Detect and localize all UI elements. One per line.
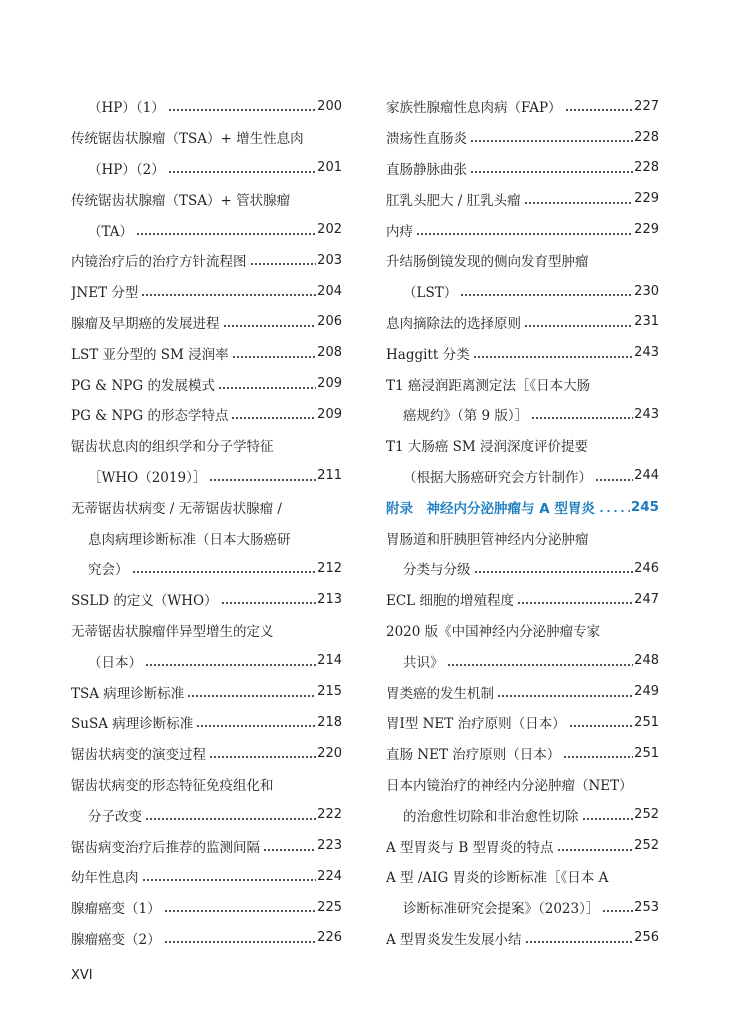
- toc-page-number: 225: [317, 899, 342, 915]
- toc-leader-dots: [168, 165, 316, 178]
- toc-leader-dots: [263, 843, 316, 856]
- toc-entry[interactable]: [71, 276, 342, 307]
- toc-page-number: 227: [634, 98, 659, 114]
- toc-page-number: 211: [317, 468, 342, 484]
- toc-entry[interactable]: [71, 214, 342, 245]
- toc-section-heading[interactable]: [386, 491, 659, 522]
- toc-leader-dots: [164, 905, 317, 918]
- toc-entry-title: 的治愈性切除和非治愈性切除: [403, 808, 579, 825]
- toc-entry-title: A 型胃炎发生发展小结: [386, 931, 522, 948]
- toc-entry[interactable]: [386, 861, 659, 892]
- toc-entry[interactable]: [71, 491, 342, 522]
- toc-entry[interactable]: [386, 430, 659, 461]
- toc-leader-dots: [525, 935, 634, 948]
- toc-entry[interactable]: [71, 91, 342, 122]
- toc-page-number: 246: [634, 560, 659, 576]
- toc-leader-dots: [524, 319, 633, 332]
- toc-entry[interactable]: [71, 183, 342, 214]
- toc-page-number: 228: [634, 129, 659, 145]
- toc-entry[interactable]: [71, 676, 342, 707]
- toc-leader-dots: [223, 319, 317, 332]
- toc-entry-title: 究会）: [88, 562, 129, 579]
- toc-entry[interactable]: [386, 769, 659, 800]
- toc-entry-title: 家族性腺瘤性息肉病（FAP）: [386, 100, 562, 117]
- toc-leader-dots: [557, 843, 634, 856]
- toc-entry-title: 2020 版《中国神经内分泌肿瘤专家: [386, 623, 601, 640]
- toc-leader-dots: [598, 504, 630, 517]
- toc-entry-title: 日本内镜治疗的神经内分泌肿瘤（NET）: [386, 777, 633, 794]
- toc-entry-title: 分类与分级: [403, 562, 471, 579]
- toc-page-number: 243: [634, 345, 659, 361]
- toc-leader-dots: [231, 412, 316, 425]
- toc-entry-title: 分子改变: [88, 808, 142, 825]
- toc-page-number: 256: [634, 930, 659, 946]
- toc-page-number: 203: [317, 252, 342, 268]
- toc-leader-dots: [565, 104, 634, 117]
- toc-leader-dots: [595, 473, 633, 486]
- toc-entry-title: 胃Ⅰ型 NET 治疗原则（日本）: [386, 716, 566, 733]
- toc-entry-title: 诊断标准研究会提案》（2023）］: [403, 901, 600, 918]
- toc-entry-title: 锯齿病变治疗后推荐的监测间隔: [71, 839, 260, 856]
- toc-page-number: 214: [317, 653, 342, 669]
- toc-page-number: 251: [634, 745, 659, 761]
- toc-entry[interactable]: [386, 707, 659, 738]
- toc-leader-dots: [497, 689, 633, 702]
- toc-entry[interactable]: [71, 553, 342, 584]
- toc-leader-dots: [447, 658, 634, 671]
- toc-page-number: 245: [630, 498, 659, 515]
- toc-entry[interactable]: [71, 707, 342, 738]
- toc-entry[interactable]: [71, 584, 342, 615]
- toc-entry[interactable]: [386, 183, 659, 214]
- toc-leader-dots: [531, 412, 633, 425]
- toc-entry-title: 共识》: [403, 654, 444, 671]
- toc-entry-title: 肛乳头肥大 / 肛乳头瘤: [386, 192, 521, 209]
- toc-leader-dots: [209, 473, 316, 486]
- toc-entry-title: T1 大肠癌 SM 浸润深度评价提要: [386, 439, 589, 456]
- toc-entry[interactable]: [71, 892, 342, 923]
- toc-page-number: 252: [634, 838, 659, 854]
- toc-leader-dots: [221, 597, 317, 610]
- toc-entry[interactable]: [71, 615, 342, 646]
- toc-entry-title: A 型胃炎与 B 型胃炎的特点: [386, 839, 554, 856]
- toc-page-number: 248: [634, 653, 659, 669]
- toc-entry[interactable]: [386, 584, 659, 615]
- toc-page-number: 206: [317, 314, 342, 330]
- toc-entry[interactable]: [386, 676, 659, 707]
- toc-entry[interactable]: [386, 830, 659, 861]
- toc-entry[interactable]: [386, 892, 659, 923]
- toc-right-column: [386, 91, 659, 953]
- toc-entry[interactable]: [386, 276, 659, 307]
- toc-entry-title: PG & NPG 的发展模式: [71, 377, 215, 394]
- toc-entry-title: T1 癌浸润距离测定法［《日本大肠: [386, 377, 591, 394]
- toc-page-number: 229: [634, 222, 659, 238]
- toc-page-number: 212: [317, 560, 342, 576]
- toc-leader-dots: [470, 165, 633, 178]
- toc-leader-dots: [168, 104, 316, 117]
- toc-entry[interactable]: [71, 153, 342, 184]
- toc-entry[interactable]: [386, 738, 659, 769]
- toc-entry[interactable]: [386, 245, 659, 276]
- toc-entry[interactable]: [386, 214, 659, 245]
- toc-entry-title: 直肠 NET 治疗原则（日本）: [386, 747, 561, 764]
- toc-entry-title: 腺瘤癌变（2）: [71, 931, 161, 948]
- toc-page-number: 244: [634, 468, 659, 484]
- toc-leader-dots: [141, 289, 316, 302]
- toc-page-number: 226: [317, 930, 342, 946]
- toc-entry[interactable]: [386, 399, 659, 430]
- toc-entry-title: （TA）: [88, 223, 134, 240]
- toc-page-number: 224: [317, 868, 342, 884]
- toc-entry[interactable]: [386, 153, 659, 184]
- toc-entry[interactable]: [71, 738, 342, 769]
- toc-entry-title: 息肉病理诊断标准（日本大肠癌研: [88, 531, 291, 548]
- toc-entry-title: （根据大肠癌研究会方针制作）: [403, 469, 592, 486]
- toc-entry-title: 溃疡性直肠炎: [386, 131, 467, 148]
- toc-entry[interactable]: [386, 368, 659, 399]
- toc-entry[interactable]: [71, 461, 342, 492]
- toc-leader-dots: [250, 258, 317, 271]
- toc-entry[interactable]: [71, 522, 342, 553]
- toc-entry[interactable]: [386, 307, 659, 338]
- toc-leader-dots: [136, 227, 316, 240]
- toc-page-number: 223: [317, 838, 342, 854]
- toc-entry-title: （HP）（2）: [88, 161, 165, 178]
- toc-entry[interactable]: [386, 461, 659, 492]
- toc-leader-dots: [517, 597, 633, 610]
- toc-entry-title: LST 亚分型的 SM 浸润率: [71, 346, 229, 363]
- toc-entry-title: 胃肠道和肝胰胆管神经内分泌肿瘤: [386, 531, 589, 548]
- toc-entry[interactable]: [386, 122, 659, 153]
- toc-entry-title: （HP）（1）: [88, 100, 165, 117]
- toc-entry-title: TSA 病理诊断标准: [71, 685, 185, 702]
- toc-entry-title: ECL 细胞的增殖程度: [386, 593, 514, 610]
- toc-entry[interactable]: [71, 399, 342, 430]
- toc-leader-dots: [187, 689, 316, 702]
- toc-page-number: 201: [317, 160, 342, 176]
- toc-page-number: 220: [317, 745, 342, 761]
- toc-entry[interactable]: [71, 337, 342, 368]
- toc-leader-dots: [209, 751, 316, 764]
- toc-leader-dots: [473, 350, 634, 363]
- toc-entry-title: 息肉摘除法的选择原则: [386, 315, 521, 332]
- toc-entry[interactable]: [71, 861, 342, 892]
- toc-entry-title: （日本）: [88, 654, 142, 671]
- toc-leader-dots: [416, 227, 633, 240]
- toc-leader-dots: [145, 658, 316, 671]
- toc-leader-dots: [232, 350, 317, 363]
- toc-entry-title: 传统锯齿状腺瘤（TSA）+ 管状腺瘤: [71, 192, 291, 209]
- toc-entry[interactable]: [386, 615, 659, 646]
- toc-leader-dots: [582, 812, 634, 825]
- toc-page-number: 200: [317, 98, 342, 114]
- toc-leader-dots: [602, 905, 633, 918]
- toc-leader-dots: [218, 381, 316, 394]
- toc-page-number: 213: [317, 591, 342, 607]
- toc-page-number: 243: [634, 406, 659, 422]
- toc-page-number: 249: [634, 684, 659, 700]
- toc-leader-dots: [569, 720, 634, 733]
- toc-entry-title: 胃类癌的发生机制: [386, 685, 494, 702]
- toc-entry[interactable]: [386, 91, 659, 122]
- toc-page-number: 208: [317, 345, 342, 361]
- toc-entry[interactable]: [71, 368, 342, 399]
- toc-page-number: 218: [317, 714, 342, 730]
- toc-entry-title: 内痔: [386, 223, 413, 240]
- toc-entry[interactable]: [71, 830, 342, 861]
- toc-entry[interactable]: [71, 769, 342, 800]
- page-folio: XVI: [71, 968, 93, 983]
- toc-page-number: 209: [317, 406, 342, 422]
- toc-page-number: 229: [634, 191, 659, 207]
- toc-entry-title: 癌规约》（第 9 版）］: [403, 408, 529, 425]
- toc-page-number: 209: [317, 376, 342, 392]
- toc-entry[interactable]: [71, 307, 342, 338]
- toc-leader-dots: [474, 566, 634, 579]
- toc-entry-title: 腺瘤癌变（1）: [71, 901, 161, 918]
- toc-leader-dots: [142, 874, 317, 887]
- toc-entry[interactable]: [386, 337, 659, 368]
- toc-leader-dots: [132, 566, 317, 579]
- toc-page-number: 230: [634, 283, 659, 299]
- toc-entry[interactable]: [71, 645, 342, 676]
- toc-entry[interactable]: [71, 245, 342, 276]
- toc-entry-title: SSLD 的定义（WHO）: [71, 593, 218, 610]
- toc-entry[interactable]: [71, 799, 342, 830]
- toc-entry-title: 腺瘤及早期癌的发展进程: [71, 315, 220, 332]
- toc-entry-title: SuSA 病理诊断标准: [71, 716, 194, 733]
- toc-entry-title: PG & NPG 的形态学特点: [71, 408, 229, 425]
- toc-leader-dots: [563, 751, 633, 764]
- toc-leader-dots: [164, 935, 317, 948]
- toc-entry[interactable]: [386, 923, 659, 954]
- toc-page-number: 251: [634, 714, 659, 730]
- toc-entry[interactable]: [71, 122, 342, 153]
- toc-entry-title: 内镜治疗后的治疗方针流程图: [71, 254, 247, 271]
- toc-page-number: 253: [634, 899, 659, 915]
- toc-entry-title: 直肠静脉曲张: [386, 161, 467, 178]
- toc-entry-title: A 型 /AIG 胃炎的诊断标准［《日本 A: [386, 870, 609, 887]
- toc-leader-dots: [524, 196, 634, 209]
- toc-entry[interactable]: [386, 645, 659, 676]
- toc-entry[interactable]: [71, 923, 342, 954]
- toc-entry-title: ［WHO（2019）］: [88, 469, 207, 486]
- toc-page-number: 222: [317, 807, 342, 823]
- toc-page-number: 247: [634, 591, 659, 607]
- toc-left-column: [71, 91, 342, 953]
- toc-page-number: 252: [634, 807, 659, 823]
- toc-entry-title: JNET 分型: [71, 285, 139, 302]
- toc-entry-title: 传统锯齿状腺瘤（TSA）+ 增生性息肉: [71, 131, 304, 148]
- toc-entry[interactable]: [386, 553, 659, 584]
- toc-entry[interactable]: [71, 430, 342, 461]
- toc-page-number: 204: [317, 283, 342, 299]
- toc-entry-title: 锯齿状息肉的组织学和分子学特征: [71, 439, 274, 456]
- toc-page-number: 228: [634, 160, 659, 176]
- toc-entry[interactable]: [386, 799, 659, 830]
- toc-entry-title: 锯齿状病变的形态特征免疫组化和: [71, 777, 274, 794]
- toc-entry-title: （LST）: [403, 285, 458, 302]
- toc-entry-title: 幼年性息肉: [71, 870, 139, 887]
- toc-entry-title: 锯齿状病变的演变过程: [71, 747, 206, 764]
- toc-page-number: 215: [317, 684, 342, 700]
- toc-page-number: 231: [634, 314, 659, 330]
- toc-entry-title: Haggitt 分类: [386, 346, 470, 363]
- toc-entry-title: 附录 神经内分泌肿瘤与 A 型胃炎: [386, 500, 595, 517]
- toc-page-number: 202: [317, 222, 342, 238]
- toc-entry[interactable]: [386, 522, 659, 553]
- toc-leader-dots: [145, 812, 316, 825]
- toc-entry-title: 无蒂锯齿状腺瘤伴异型增生的定义: [71, 623, 274, 640]
- toc-leader-dots: [196, 720, 316, 733]
- toc-entry-title: 无蒂锯齿状病变 / 无蒂锯齿状腺瘤 /: [71, 500, 282, 517]
- toc-leader-dots: [460, 289, 633, 302]
- toc-entry-title: 升结肠倒镜发现的侧向发育型肿瘤: [386, 254, 589, 271]
- toc-leader-dots: [470, 135, 633, 148]
